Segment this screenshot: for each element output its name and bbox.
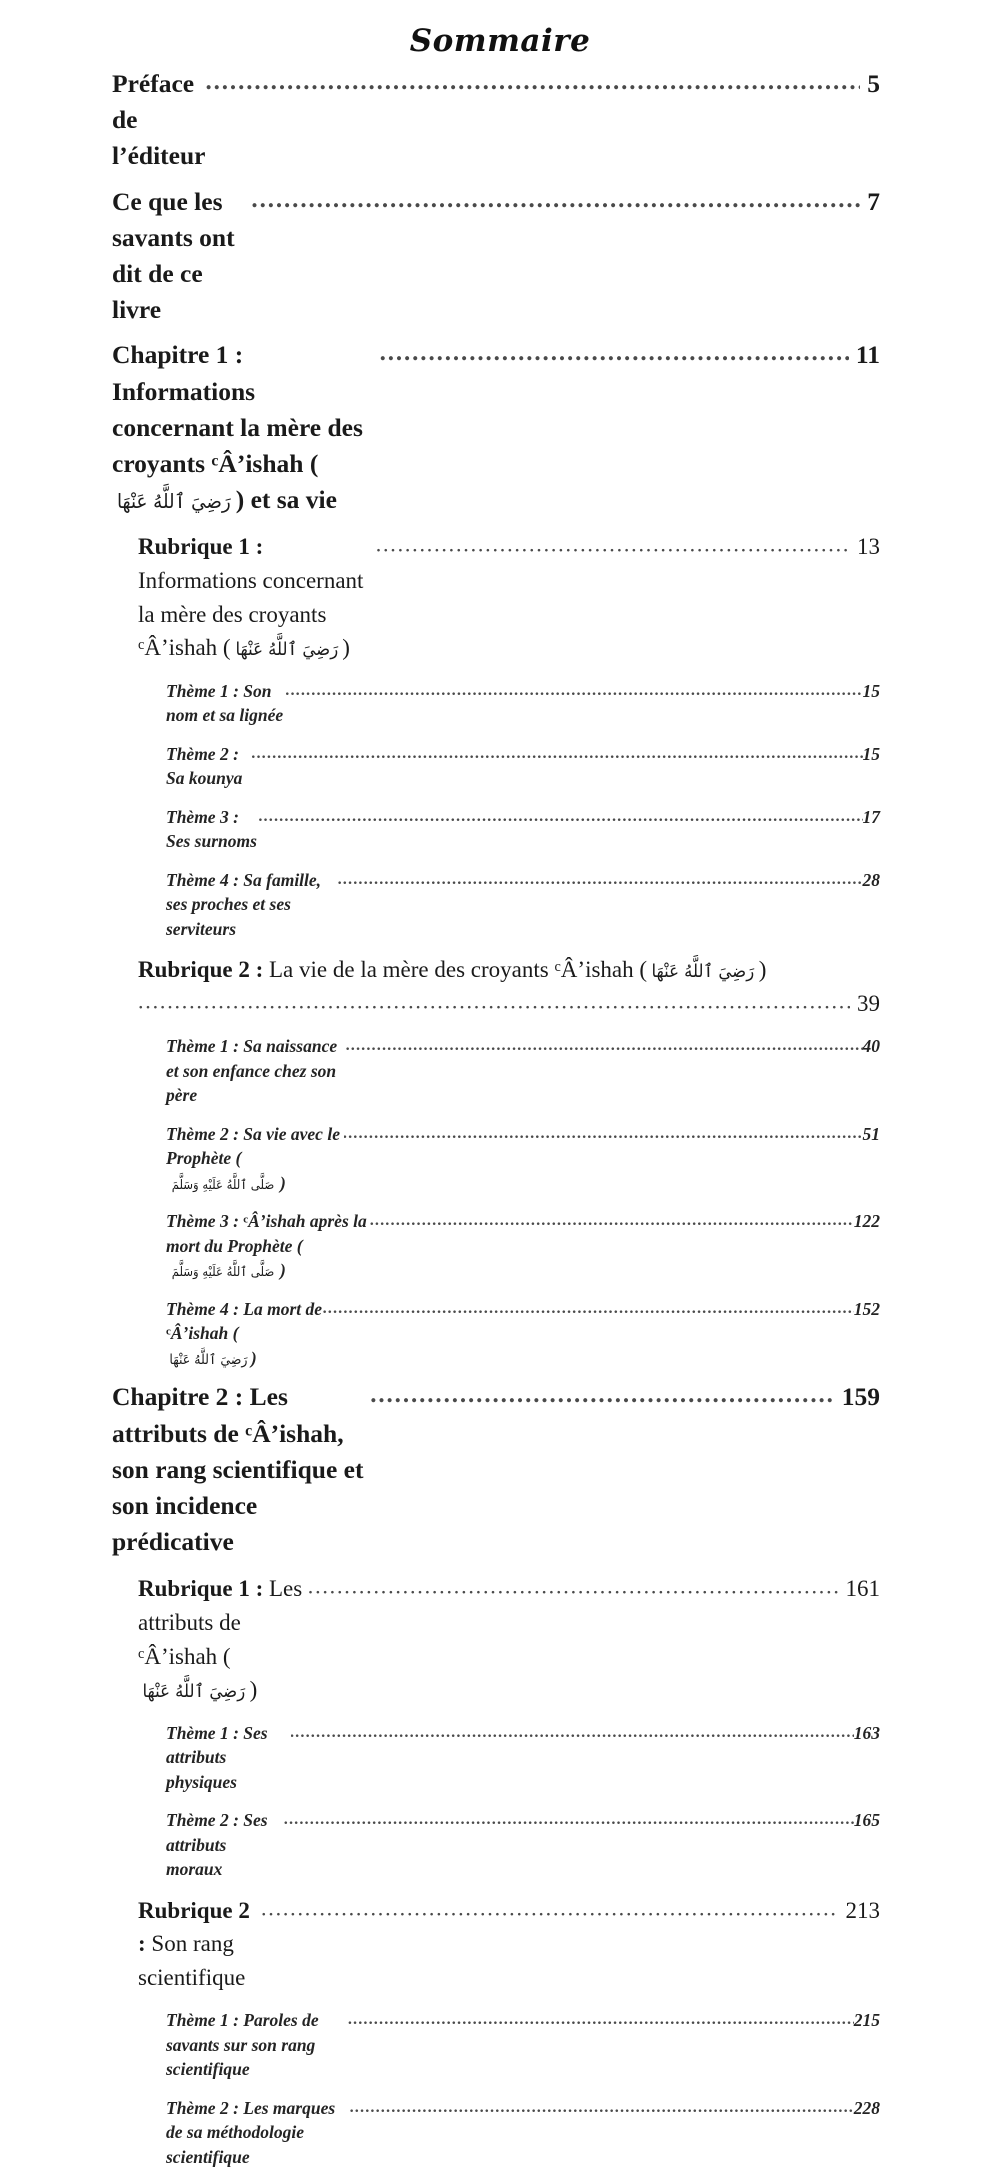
toc-entry-text: Thème 1 : Son nom et sa lignée	[166, 680, 284, 726]
toc-entry-row	[166, 868, 880, 942]
page-number: 51	[862, 1123, 880, 1144]
page-number: 15	[862, 680, 880, 701]
leader-dots	[259, 806, 863, 828]
toc-entry-kicker: Rubrique 2 :	[138, 957, 269, 983]
toc-entry-row	[112, 1379, 880, 1560]
toc-entry-label	[138, 1572, 308, 1706]
toc-entry-label	[166, 1721, 291, 1795]
leader-dots	[350, 2097, 854, 2119]
leader-dots	[346, 1035, 862, 1057]
toc-entry-kicker: Rubrique 1 :	[138, 1576, 269, 1602]
toc-entry-label	[166, 1122, 344, 1196]
toc-entry-theme[interactable]	[166, 1034, 880, 1108]
page-number: 15	[862, 743, 880, 764]
toc-entry-text: Thème 1 : Ses attributs physiques	[166, 1722, 268, 1792]
page-number: 165	[853, 1810, 880, 1831]
toc-entry-label	[166, 1808, 284, 1882]
page-number: 7	[867, 186, 880, 216]
toc-entry-list	[0, 66, 1000, 2169]
leader-dots	[380, 335, 849, 371]
toc-entry-row	[166, 2096, 880, 2169]
ayn-superscript: c	[138, 637, 145, 654]
toc-entry-line-1	[138, 953, 880, 987]
toc-entry-row	[138, 1572, 880, 1706]
toc-entry-text-after: )	[249, 1677, 258, 1703]
toc-entry-label	[166, 742, 252, 791]
leader-dots	[291, 1722, 854, 1744]
person-name: Â’ishah	[144, 1643, 218, 1669]
toc-entry-row	[112, 66, 880, 175]
toc-entry-text-after: et sa vie	[244, 485, 337, 515]
toc-entry-theme[interactable]	[166, 679, 880, 728]
paren-close: )	[758, 957, 767, 983]
paren-open: (	[633, 957, 648, 983]
toc-entry-text: Thème 2 : Ses attributs moraux	[166, 1810, 268, 1880]
toc-entry-text-before: Thème 4 : La mort de	[166, 1298, 323, 1319]
honorific-glyph-anha: رَضِيَ ٱللَّهُ عَنْهَا	[169, 1351, 248, 1368]
toc-entry-row	[166, 1122, 880, 1196]
toc-entry-theme[interactable]	[166, 1297, 880, 1371]
toc-entry-text-mid: (	[228, 1323, 239, 1344]
toc-entry-row	[166, 1297, 880, 1371]
toc-entry-text-before: Chapitre 2 : Les attributs de	[112, 1382, 288, 1448]
toc-entry-text-before: Son rang scientifique	[138, 1931, 246, 1990]
honorific-glyph-saw: صَلَّى ٱللَّهُ عَلَيْهِ وَسَلَّمَ	[171, 1265, 275, 1281]
leader-dots	[286, 680, 863, 702]
page-number: 159	[841, 1382, 880, 1412]
toc-entry-text-before: Les attributs de	[138, 1576, 303, 1635]
person-name: Â’ishah	[252, 1418, 338, 1448]
toc-entry-label	[166, 679, 286, 728]
toc-entry-text-before: Chapitre 1 : Informations concernant la mère des croyants	[112, 340, 363, 479]
toc-entry-text-mid: (	[217, 1643, 231, 1669]
toc-entry-row	[166, 1808, 880, 1882]
toc-entry-theme[interactable]	[166, 868, 880, 942]
person-name: Â’ishah	[248, 1211, 306, 1232]
toc-entry-text: Thème 2 : Sa kounya	[166, 743, 243, 789]
toc-entry-label	[112, 184, 251, 329]
page-number: 13	[857, 534, 880, 560]
toc-entry-label	[112, 337, 380, 518]
toc-entry-kicker: Rubrique 2 :	[138, 1897, 250, 1957]
toc-entry-rubrique[interactable]	[138, 1572, 880, 1706]
toc-entry-rubrique[interactable]	[138, 530, 880, 664]
toc-entry-theme[interactable]	[166, 1721, 880, 1795]
toc-entry-text-before: Informations concernant la mère des croyants	[138, 568, 364, 627]
leader-dots	[261, 1892, 839, 1924]
leader-dots	[323, 1298, 854, 1320]
toc-entry-row	[166, 1034, 880, 1108]
toc-entry-label	[166, 868, 338, 942]
toc-entry-text-before: La vie de la mère des croyants	[269, 957, 555, 983]
page-number: 5	[867, 69, 880, 98]
paren-close: )	[235, 485, 245, 515]
toc-entry-chapter[interactable]	[112, 1379, 880, 1560]
toc-entry-kicker: Rubrique 1 :	[138, 534, 264, 560]
toc-entry-label	[166, 805, 259, 854]
toc-entry-row	[166, 2008, 880, 2082]
toc-entry-row	[166, 1209, 880, 1283]
toc-entry-chapter[interactable]	[112, 184, 880, 329]
person-name: Â’ishah	[170, 1323, 229, 1344]
leader-dots	[205, 64, 860, 100]
person-name: Â’ishah	[560, 957, 634, 983]
toc-entry-label	[138, 953, 766, 987]
toc-entry-rubrique[interactable]	[138, 953, 880, 1020]
leader-dots	[252, 743, 863, 765]
toc-entry-line-2	[138, 987, 880, 1021]
toc-entry-row	[166, 679, 880, 728]
toc-entry-label	[166, 1297, 323, 1371]
page-number: 215	[853, 2010, 880, 2031]
toc-entry-theme[interactable]	[166, 2096, 880, 2169]
toc-entry-row	[112, 337, 880, 518]
toc-entry-label	[112, 66, 205, 175]
leader-dots	[284, 1809, 853, 1831]
toc-entry-text-after: )	[250, 1347, 257, 1368]
toc-entry-text: Thème 4 : Sa famille, ses proches et ses serviteurs	[166, 869, 322, 939]
toc-entry-theme[interactable]	[166, 805, 880, 854]
paren-open: (	[303, 449, 319, 479]
toc-entry-text: Ce que les savants ont dit de ce livre	[112, 186, 235, 325]
toc-entry-text: Thème 1 : Paroles de savants sur son rang scientifique	[166, 2010, 319, 2080]
toc-entry-rubrique[interactable]	[138, 1894, 880, 1995]
toc-entry-text-before: Thème 3 :	[166, 1211, 244, 1232]
toc-entry-chapter[interactable]	[112, 337, 880, 518]
paren-open: (	[217, 635, 231, 661]
toc-entry-text-mid: après la mort du Prophète (	[166, 1211, 367, 1256]
honorific-glyph-anha: رَضِيَ ٱللَّهُ عَنْهَا	[651, 961, 755, 983]
toc-entry-row	[138, 1894, 880, 1995]
toc-entry-chapter[interactable]	[112, 66, 880, 175]
page-title: Sommaire	[409, 23, 591, 59]
leader-dots	[251, 182, 860, 218]
toc-entry-text-before: Thème 2 : Sa vie avec le Prophète (	[166, 1123, 340, 1169]
toc-entry-label	[166, 1209, 370, 1283]
ayn-superscript: c	[138, 1645, 145, 1662]
leader-dots	[308, 1571, 839, 1603]
leader-dots	[348, 2010, 853, 2032]
page-number: 228	[853, 2097, 880, 2118]
toc-entry-label	[138, 1894, 261, 1995]
page-number: 152	[853, 1298, 880, 1319]
toc-entry-row	[166, 742, 880, 791]
toc-entry-theme[interactable]	[166, 1808, 880, 1882]
toc-entry-theme[interactable]	[166, 742, 880, 791]
toc-entry-label	[166, 2008, 348, 2082]
page-number: 39	[857, 990, 880, 1016]
toc-entry-label	[112, 1379, 370, 1560]
ayn-superscript: c	[166, 1325, 171, 1338]
page-number: 40	[862, 1036, 880, 1057]
toc-entry-text-after: )	[279, 1260, 286, 1281]
page-number: 28	[862, 869, 880, 890]
leader-dots	[138, 985, 850, 1017]
person-name: Â’ishah	[144, 635, 218, 661]
ayn-superscript: c	[245, 1421, 253, 1439]
toc-entry-text-before: Thème 1 : Sa naissance et son enfance chez son père	[166, 1036, 338, 1106]
ayn-superscript: c	[243, 1213, 249, 1226]
honorific-glyph-anha: رَضِيَ ٱللَّهُ عَنْهَا	[116, 490, 231, 514]
page-number: 161	[845, 1576, 880, 1602]
toc-entry-text: Thème 2 : Les marques de sa méthodologie scientifique	[166, 2097, 336, 2167]
leader-dots	[370, 1210, 853, 1232]
paren-close: )	[342, 635, 350, 661]
page-number: 122	[853, 1211, 880, 1232]
toc-entry-row	[112, 184, 880, 329]
honorific-glyph-saw: صَلَّى ٱللَّهُ عَلَيْهِ وَسَلَّمَ	[171, 1177, 275, 1193]
leader-dots	[370, 1377, 835, 1413]
toc-entry-row	[166, 805, 880, 854]
page-number: 11	[855, 340, 880, 370]
ayn-superscript: c	[211, 452, 219, 470]
honorific-glyph-anha: رَضِيَ ٱللَّهُ عَنْهَا	[142, 1681, 246, 1703]
person-name: Â’ishah	[218, 449, 304, 479]
toc-entry-theme[interactable]	[166, 1209, 880, 1283]
toc-entry-theme[interactable]	[166, 1122, 880, 1196]
page-number: 213	[845, 1897, 880, 1923]
toc-entry-label	[166, 1034, 346, 1108]
toc-entry-label	[166, 2096, 350, 2169]
toc-entry-row	[166, 1721, 880, 1795]
leader-dots	[344, 1123, 863, 1145]
toc-entry-text: Thème 3 : Ses surnoms	[166, 806, 257, 852]
toc-entry-text-after: , son rang scientifique et son incidence prédicative	[112, 1418, 364, 1557]
leader-dots	[376, 529, 850, 561]
toc-entry-text: Préface de l’éditeur	[112, 69, 206, 171]
toc-entry-label	[138, 530, 376, 664]
ayn-superscript: c	[554, 959, 561, 976]
honorific-glyph-anha: رَضِيَ ٱللَّهُ عَنْهَا	[235, 639, 338, 661]
toc-entry-text-after: )	[279, 1172, 286, 1193]
leader-dots	[338, 869, 862, 891]
toc-entry-theme[interactable]	[166, 2008, 880, 2082]
page-number: 17	[862, 806, 880, 827]
toc-entry-row	[138, 530, 880, 664]
page-number: 163	[853, 1722, 880, 1743]
